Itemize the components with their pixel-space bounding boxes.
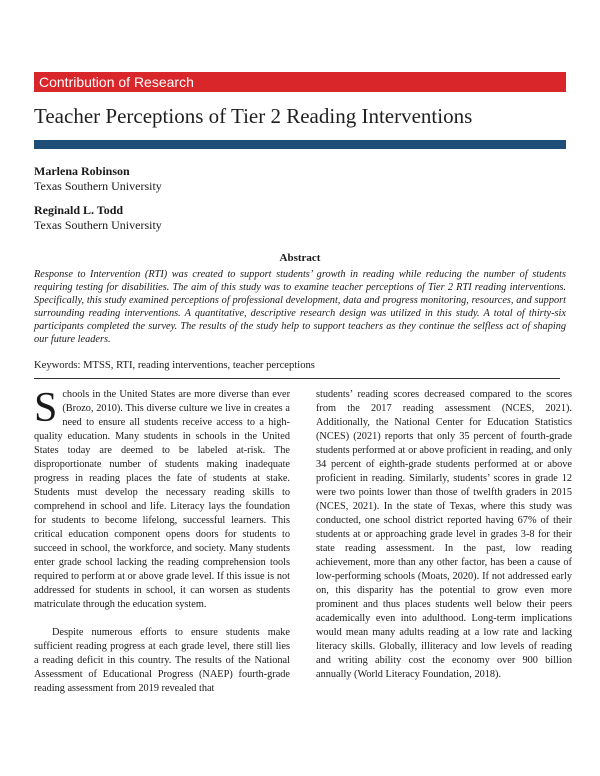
author-affiliation: Texas Southern University [34, 218, 162, 232]
author-block [34, 203, 334, 233]
author-name: Reginald L. Todd [34, 203, 124, 217]
drop-cap: S [34, 385, 58, 431]
body-column-left [34, 385, 290, 696]
author-block [34, 164, 334, 194]
paragraph-text: chools in the United States are more diverse than ever (Brozo, 2010). This diverse culture we live in creates a need to ensure all students receive access to a high-quality education. Many students in schools in the United States today are deemed to be labeled at-risk. The disproportionate number of students making inadequate progress in reading places the fate of students at stake. Students must develop the necessary reading skills to comprehend in school and life. Literacy lays the foundation for students to become lifelong, successful learners. This critical education component opens doors for students to succeed in school, the workforce, and society. Many students enter grade school lacking the reading comprehension tools required to perform at or above grade level. If this issue is not addressed for students in school, it can worsen as students matriculate through the education system. [34, 389, 290, 610]
body-paragraph: Despite numerous efforts to ensure students make sufficient reading progress at each grade level, there still lies a reading deficit in this country. The results of the National Assessment of Educational Progress (NAEP) fourth-grade reading assessment from 2019 revealed that [34, 627, 290, 694]
section-divider [34, 378, 560, 379]
section-banner: Contribution of Research [34, 72, 566, 92]
author-name: Marlena Robinson [34, 164, 130, 178]
paper-title: Teacher Perceptions of Tier 2 Reading Interventions [34, 104, 473, 128]
keywords: Keywords: MTSS, RTI, reading interventions, teacher perceptions [34, 360, 315, 371]
title-rule [34, 140, 566, 149]
body-paragraph [34, 385, 290, 612]
body-column-right [316, 388, 572, 682]
abstract-heading: Abstract [279, 252, 321, 264]
body-paragraph: students’ reading scores decreased compared to the scores from the 2017 reading assessment (NCES, 2021). Additionally, the National Center for Education Statistics (NCES) (2021) reports that only 35 percent of fourth-grade students performed at or above proficient in reading, and only 34 percent of eighth-grade students performed at or above proficient in reading. Similarly, students’ scores in grade 12 were two points lower than those of twelfth graders in 2015 (NCES, 2021). In the state of Texas, where this study was conducted, one school district reported having 67% of their students at or approaching grade level in grades 3-8 for their state reading assessment. In the past, low reading achievement, more than any other factor, has been a cause of low-performing schools (Moats, 2020). If not addressed early on, this disparity has the potential to grow even more prominent and thus places students well below their peers academically even into adulthood. Long-term implications would mean many adults reading at a low rate and lacking literacy skills. Globally, illiteracy and low levels of reading and writing ability cost the economy over 900 billion annually (World Literacy Foundation, 2018). [316, 389, 572, 680]
author-affiliation: Texas Southern University [34, 179, 162, 193]
abstract-text: Response to Intervention (RTI) was created to support students’ growth in reading while reducing the number of students requiring testing for disabilities. The aim of this study was to examine teacher perceptions of Tier 2 RTI reading interventions. Specifically, this study examined perceptions of professional development, data and progress monitoring, resources, and support surrounding reading interventions. A quantitative, descriptive research design was utilized in this study. A total of thirty-six participants completed the survey. The results of the study help to support teachers as they continue the selfless act of shaping our future leaders. [34, 269, 566, 346]
